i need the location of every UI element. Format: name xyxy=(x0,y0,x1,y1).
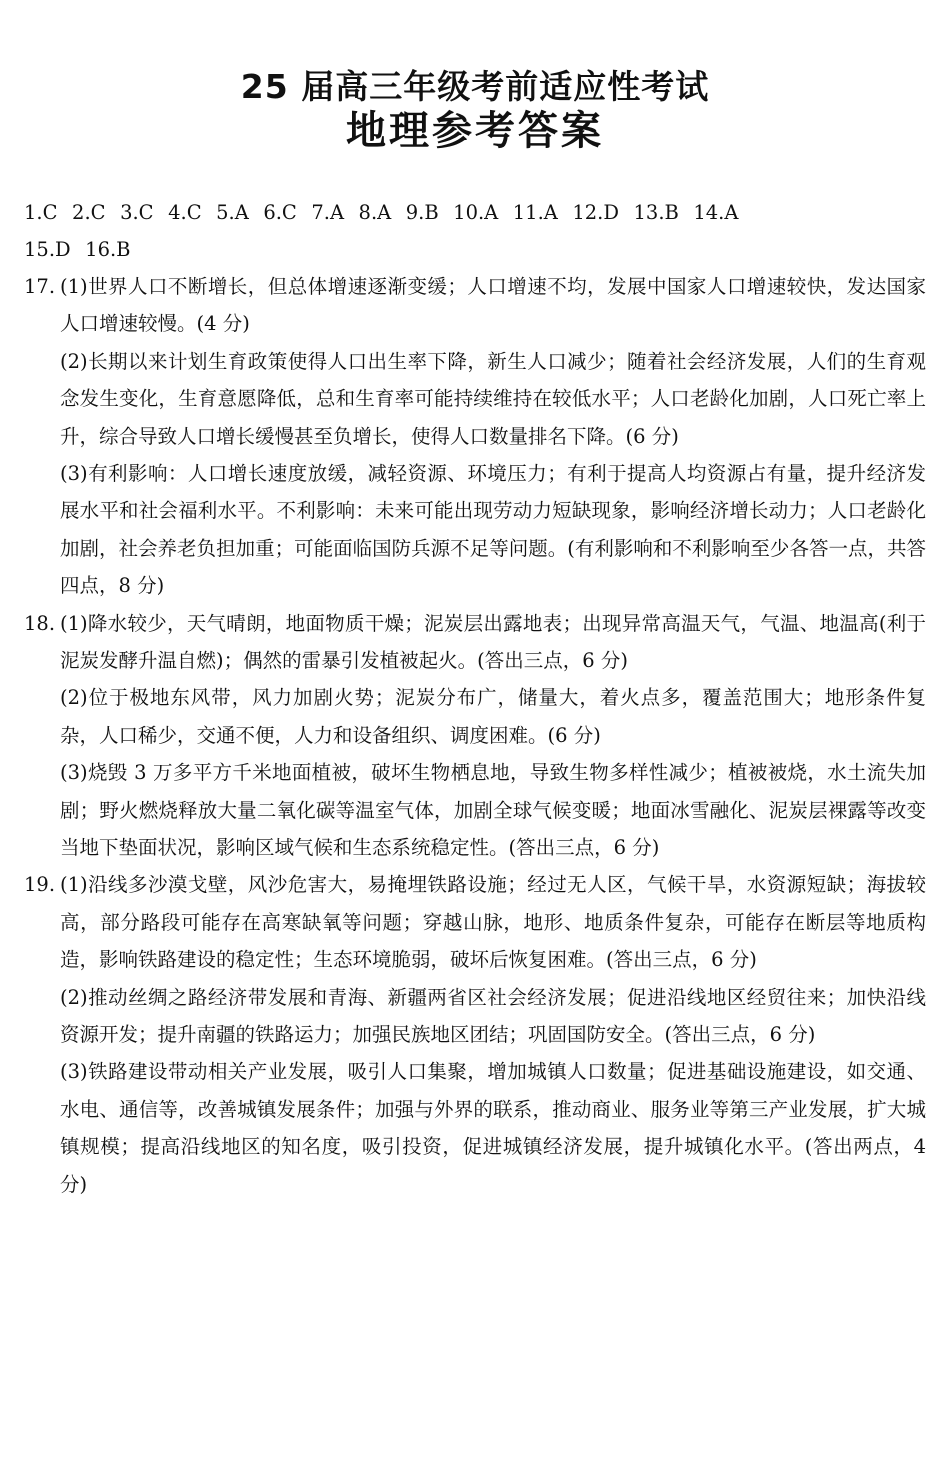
question-19-part-1: (1)沿线多沙漠戈壁，风沙危害大，易掩埋铁路设施；经过无人区，气候干旱，水资源短缺；海拔较高，部分路段可能存在高寒缺氧等问题；穿越山脉，地形、地质条件复杂，可能存在断层等地质构造，影响铁路建设的稳定性；生态环境脆弱，破坏后恢复困难。(答出三点，6 分) xyxy=(60,873,926,972)
question-18 xyxy=(24,605,926,867)
question-18-part-2: (2)位于极地东风带，风力加剧火势；泥炭分布广，储量大，着火点多，覆盖范围大；地形条件复杂，人口稀少，交通不便，人力和设备组织、调度困难。(6 分) xyxy=(60,686,926,747)
answer-item: 5.A xyxy=(216,200,249,224)
question-19-part-3: (3)铁路建设带动相关产业发展，吸引人口集聚，增加城镇人口数量；促进基础设施建设，如交通、水电、通信等，改善城镇发展条件；加强与外界的联系，推动商业、服务业等第三产业发展，扩大城镇规模；提高沿线地区的知名度，吸引投资，促进城镇经济发展，提升城镇化水平。(答出两点，4 分) xyxy=(60,1060,926,1196)
answer-item: 6.C xyxy=(263,200,297,224)
subject-title: 地理参考答案 xyxy=(346,107,604,154)
answer-item: 16.B xyxy=(85,237,131,261)
question-18-part-3: (3)烧毁 3 万多平方千米地面植被，破坏生物栖息地，导致生物多样性减少；植被被烧，水土流失加剧；野火燃烧释放大量二氧化碳等温室气体，加剧全球气候变暖；地面冰雪融化、泥炭层裸露等改变当地下垫面状况，影响区域气候和生态系统稳定性。(答出三点，6 分) xyxy=(60,761,926,860)
answer-item: 9.B xyxy=(405,200,439,224)
answer-item: 11.A xyxy=(512,200,558,224)
exam-title: 25 届高三年级考前适应性考试 xyxy=(240,67,710,106)
answer-item: 10.A xyxy=(453,200,499,224)
question-17-part-2: (2)长期以来计划生育政策使得人口出生率下降，新生人口减少；随着社会经济发展，人们的生育观念发生变化，生育意愿降低，总和生育率可能持续维持在较低水平；人口老龄化加剧，人口死亡率上升，综合导致人口增长缓慢甚至负增长，使得人口数量排名下降。(6 分) xyxy=(60,349,926,448)
answer-item: 12.D xyxy=(572,200,619,224)
answer-item: 14.A xyxy=(693,200,739,224)
answer-item: 15.D xyxy=(24,237,71,261)
question-number: 19. xyxy=(24,873,56,897)
question-18-part-1: (1)降水较少，天气晴朗，地面物质干燥；泥炭层出露地表；出现异常高温天气，气温、地温高(利于泥炭发酵升温自燃)；偶然的雷暴引发植被起火。(答出三点，6 分) xyxy=(60,611,926,672)
question-19 xyxy=(24,866,926,1203)
answer-item: 7.A xyxy=(311,200,345,224)
question-number: 18. xyxy=(24,611,56,635)
answers-row-2 xyxy=(24,231,926,268)
answer-item: 3.C xyxy=(120,200,154,224)
answers-row-1 xyxy=(24,194,926,231)
answer-item: 4.C xyxy=(168,200,202,224)
answer-item: 2.C xyxy=(72,200,106,224)
multiple-choice-answers xyxy=(24,194,926,268)
answer-item: 13.B xyxy=(633,200,679,224)
title-block xyxy=(24,68,926,154)
question-19-part-2: (2)推动丝绸之路经济带发展和青海、新疆两省区社会经济发展；促进沿线地区经贸往来；加快沿线资源开发；提升南疆的铁路运力；加强民族地区团结；巩固国防安全。(答出三点，6 分) xyxy=(60,985,926,1047)
answer-item: 1.C xyxy=(24,200,58,224)
question-number: 17. xyxy=(24,274,56,298)
question-17 xyxy=(24,268,926,605)
question-17-part-3: (3)有利影响：人口增长速度放缓，减轻资源、环境压力；有利于提高人均资源占有量，提升经济发展水平和社会福利水平。不利影响：未来可能出现劳动力短缺现象，影响经济增长动力；人口老龄化加剧，社会养老负担加重；可能面临国防兵源不足等问题。(有利影响和不利影响至少各答一点，共答四点，8 分) xyxy=(60,461,926,598)
answer-item: 8.A xyxy=(358,200,392,224)
question-17-part-1: (1)世界人口不断增长，但总体增速逐渐变缓；人口增速不均，发展中国家人口增速较快，发达国家人口增速较慢。(4 分) xyxy=(60,274,926,336)
